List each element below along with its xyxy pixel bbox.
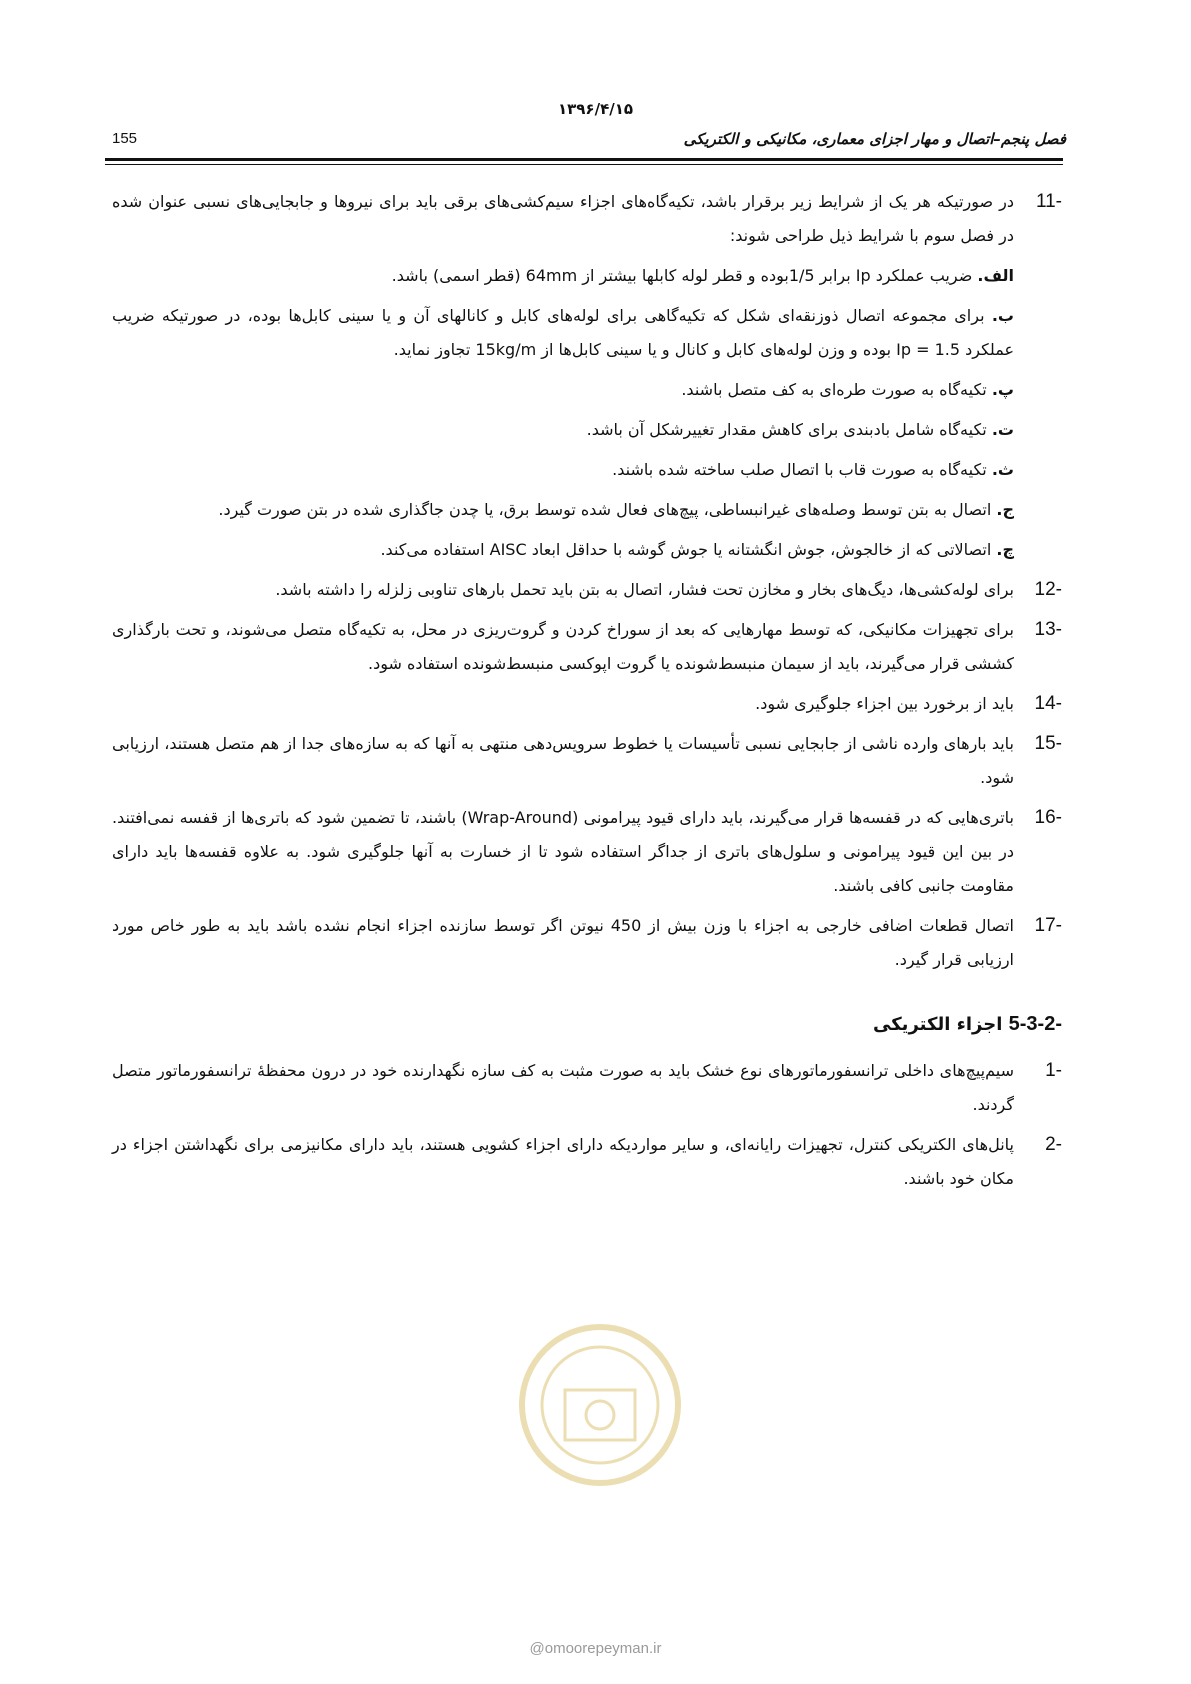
watermark-site: @omoorepeyman.ir [529, 1640, 662, 1657]
body-text [112, 185, 1062, 1202]
sub-item-text: تکیه‌گاه به صورت قاب با اتصال صلب ساخته شده باشند. [612, 460, 987, 479]
paragraph-text: اتصال قطعات اضافی خارجی به اجزاء با وزن بیش از 450 نیوتن اگر توسط سازنده اجزاء انجام نشده باشد باید به طور خاص مورد ارزیابی قرار گیرد. [112, 916, 1014, 969]
paragraph-e2 [112, 1128, 1062, 1196]
section-heading [112, 1007, 1062, 1042]
header-date: ۱۳۹۶/۴/۱۵ [557, 100, 634, 118]
paragraph-number: 17- [1034, 915, 1062, 936]
sub-item-che [112, 533, 1062, 567]
sub-item-text: اتصال به بتن توسط وصله‌های غیرانبساطی، پیچ‌های فعال شده توسط برق، یا چدن جاگذاری شده در بتن صورت گیرد. [218, 500, 992, 519]
paragraph-e1 [112, 1054, 1062, 1122]
paragraph-number: 14- [1034, 693, 1062, 714]
sub-item-be [112, 299, 1062, 367]
paragraph-13 [112, 613, 1062, 681]
paragraph-number: 11- [1035, 191, 1062, 212]
paragraph-11 [112, 185, 1062, 253]
sub-item-text: تکیه‌گاه شامل بادبندی برای کاهش مقدار تغییرشکل آن باشد. [586, 420, 987, 439]
sub-item-se [112, 453, 1062, 487]
sub-item-te [112, 413, 1062, 447]
sub-item-letter: ب. [991, 306, 1014, 325]
sub-item-text: برای مجموعه اتصال ذوزنقه‌ای شکل که تکیه‌گاهی برای لوله‌های کابل و کانالهای آن و یا سینی کابل‌ها بوده، در صورتیکه ضریب عملکرد Ip = 1.5 بوده و وزن لوله‌های کابل و کانال و یا سینی کابل‌ها از 15kg/m تجاوز نماید. [112, 306, 1014, 359]
sub-item-letter: چ. [996, 540, 1014, 559]
sub-item-jim [112, 493, 1062, 527]
paragraph-text: برای لوله‌کشی‌ها، دیگ‌های بخار و مخازن تحت فشار، اتصال به بتن باید تحمل بارهای تناوبی زلزله را داشته باشد. [275, 580, 1014, 599]
paragraph-12 [112, 573, 1062, 607]
sub-item-letter: پ. [991, 380, 1014, 399]
paragraph-number: 16- [1034, 807, 1062, 828]
sub-item-letter: ج. [996, 500, 1014, 519]
paragraph-text: برای تجهیزات مکانیکی، که توسط مهارهایی که بعد از سوراخ کردن و گروت‌ریزی در محل، به تکیه‌گاه متصل می‌شوند، و تحت بارگذاری کششی قرار می‌گیرند، باید از سیمان منبسط‌شونده یا گروت اپوکسی منبسط‌شونده استفاده شود. [112, 620, 1014, 673]
paragraph-number: 15- [1034, 733, 1062, 754]
sub-item-pe [112, 373, 1062, 407]
sub-item-text: ضریب عملکرد Ip برابر 1/5بوده و قطر لوله کابلها بیشتر از 64mm (قطر اسمی) باشد. [391, 266, 973, 285]
paragraph-text: پانل‌های الکتریکی کنترل، تجهیزات رایانه‌ای، و سایر مواردیکه دارای اجزاء کشویی هستند، باید دارای مکانیزمی برای نگهداشتن اجزاء در مکان خود باشند. [112, 1135, 1014, 1188]
paragraph-16 [112, 801, 1062, 903]
paragraph-17 [112, 909, 1062, 977]
paragraph-number: 13- [1034, 619, 1062, 640]
header-rule-thick [105, 158, 1063, 161]
sub-item-text: اتصالاتی که از خالجوش، جوش انگشتانه یا جوش گوشه با حداقل ابعاد AISC استفاده می‌کند. [380, 540, 992, 559]
sub-item-alef [112, 259, 1062, 293]
paragraph-text: سیم‌پیچ‌های داخلی ترانسفورماتورهای نوع خشک باید به صورت مثبت به کف سازه نگهدارنده خود در درون محفظهٔ ترانسفورماتور متصل گردند. [112, 1061, 1014, 1114]
section-number: 5-3-2- [1008, 1013, 1062, 1035]
section-title: اجزاء الکتریکی [873, 1014, 1003, 1035]
paragraph-text: در صورتیکه هر یک از شرایط زیر برقرار باشد، تکیه‌گاه‌های اجزاء سیم‌کشی‌های برقی باید برای نیروها و جابجایی‌های نسبی عنوان شده در فصل سوم با شرایط ذیل طراحی شوند: [112, 192, 1014, 245]
sub-item-letter: الف. [977, 266, 1014, 285]
page-number: 155 [112, 130, 138, 147]
paragraph-text: باید از برخورد بین اجزاء جلوگیری شود. [755, 694, 1014, 713]
sub-item-letter: ت. [991, 420, 1014, 439]
paragraph-text: باتری‌هایی که در قفسه‌ها قرار می‌گیرند، باید دارای قیود پیرامونی (Wrap-Around) باشند، تا تضمین شود که باتری‌ها از قفسه نمی‌افتند. در بین این قیود پیرامونی و سلول‌های باتری از جداگر استفاده شود تا از خسارت به آنها جلوگیری شود. به علاوه قفسه‌ها باید دارای مقاومت جانبی کافی باشند. [112, 808, 1015, 895]
paragraph-15 [112, 727, 1062, 795]
sub-item-text: تکیه‌گاه به صورت طره‌ای به کف متصل باشند. [681, 380, 987, 399]
header-rule-thin [105, 164, 1063, 165]
chapter-title: فصل پنجم–اتصال و مهار اجزای معماری، مکانیکی و الکتریکی [683, 130, 1066, 148]
paragraph-number: 1- [1045, 1060, 1062, 1081]
sub-item-letter: ث. [991, 460, 1014, 479]
paragraph-14 [112, 687, 1062, 721]
paragraph-number: 12- [1034, 579, 1062, 600]
watermark-logo-icon [470, 1320, 730, 1490]
paragraph-number: 2- [1045, 1134, 1062, 1155]
paragraph-text: باید بارهای وارده ناشی از جابجایی نسبی تأسیسات یا خطوط سرویس‌دهی منتهی به آنها که به سازه‌های جدا از هم متصل هستند، ارزیابی شود. [112, 734, 1014, 787]
